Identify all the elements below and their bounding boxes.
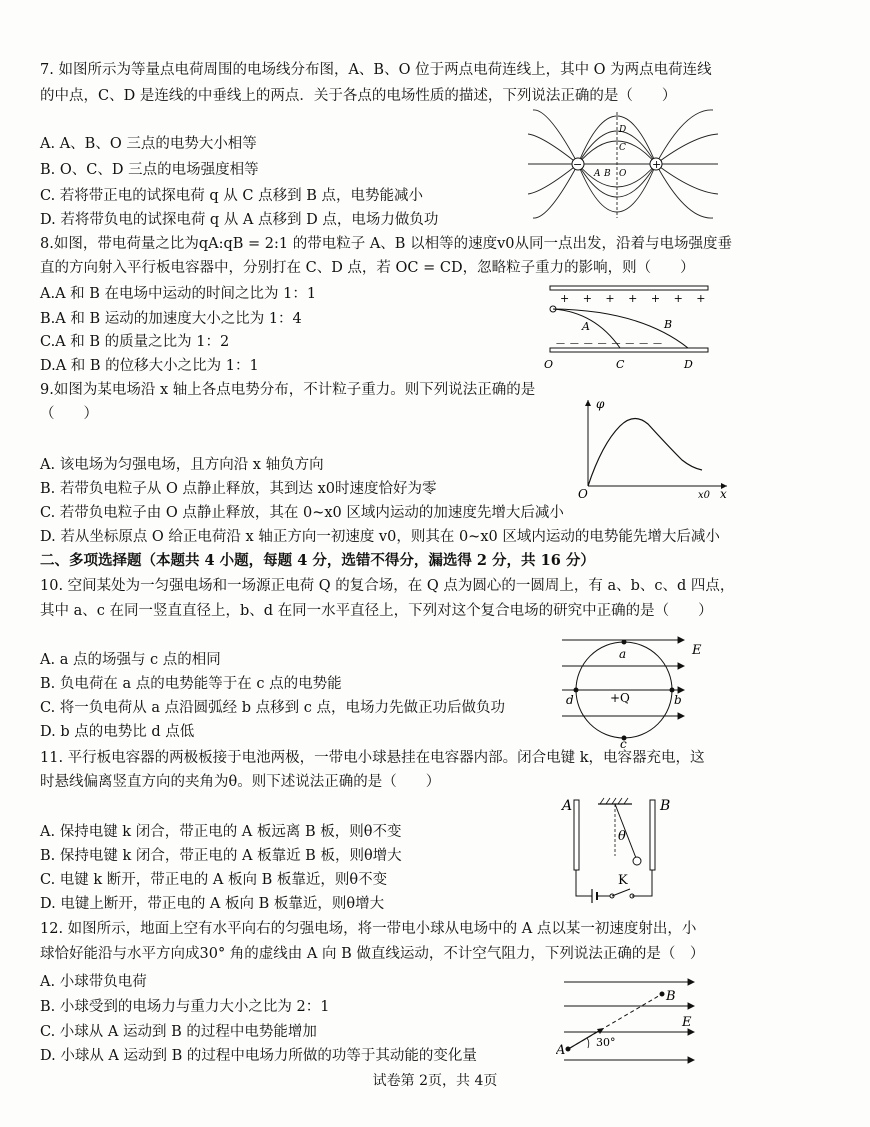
q8-minus-row: — — — — — — — —	[556, 339, 664, 349]
q7-option-d: D. 若将带负电的试探电荷 q 从 A 点移到 D 点，电场力做负功	[40, 212, 439, 228]
q10-d-label: d	[566, 693, 574, 707]
q8-capacitor-figure	[540, 280, 715, 376]
q10-circle-field-figure	[556, 630, 706, 752]
q10-option-d: D. b 点的电势比 d 点低	[40, 724, 195, 740]
q12-option-c: C. 小球从 A 运动到 B 的过程中电势能增加	[40, 1024, 317, 1040]
q7-stem-line1: 7. 如图所示为等量点电荷周围的电场线分布图，A、B、O 位于两点电荷连线上，其中 O 为两点电荷连线	[40, 62, 712, 78]
q12-option-d: D. 小球从 A 运动到 B 的过程中电场力所做的功等于其动能的变化量	[40, 1048, 477, 1064]
q12-option-b: B. 小球受到的电场力与重力大小之比为 2：1	[40, 999, 330, 1015]
q8-option-d: D.A 和 B 的位移大小之比为 1：1	[40, 358, 259, 374]
q8-plus-row: + + + + + + +	[560, 292, 711, 305]
section2-title: 二、多项选择题（本题共 4 小题，每题 4 分，选错不得分，漏选得 2 分，共 16 分）	[40, 552, 595, 569]
q7-plus-label: +	[652, 158, 662, 171]
q8-c-label: C	[616, 358, 625, 371]
q10-stem-line2: 其中 a、c 在同一竖直直径上，b、d 在同一水平直径上，下列对这个复合电场的研究中正确的是（ ）	[40, 603, 713, 619]
q9-option-d: D. 若从坐标原点 O 给正电荷沿 x 轴正方向一初速度 v0，则其在 0~x0 区域内运动的电势能先增大后减小	[40, 529, 720, 545]
q7-a-label: A	[594, 169, 601, 179]
q11-option-a: A. 保持电键 k 闭合，带正电的 A 板远离 B 板，则θ不变	[40, 824, 402, 840]
q12-stem-line1: 12. 如图所示，地面上空有水平向右的匀强电场，将一带电小球从电场中的 A 点以某一初速度射出，小	[40, 921, 697, 937]
q10-a-label: a	[619, 647, 627, 661]
q10-b-label: b	[674, 693, 682, 707]
q7-b-label: B	[604, 169, 611, 179]
q9-option-a: A. 该电场为匀强电场，且方向沿 x 轴负方向	[40, 457, 324, 473]
q9-stem-line2: （ ）	[40, 406, 98, 422]
q9-x0-label: x0	[698, 490, 711, 501]
q12-field-trajectory-figure	[556, 972, 706, 1072]
q11-a-label: A	[562, 798, 573, 814]
q8-option-b: B.A 和 B 运动的加速度大小之比为 1：4	[40, 311, 302, 327]
q11-k-label: K	[618, 873, 628, 888]
q12-b-label: B	[666, 989, 676, 1004]
q10-c-label: c	[620, 737, 627, 748]
q9-o-label: O	[578, 487, 588, 501]
q9-option-c: C. 若带负电粒子由 O 点静止释放，其在 0~x0 区域内运动的加速度先增大后减小	[40, 505, 564, 521]
q10-option-c: C. 将一负电荷从 a 点沿圆弧经 b 点移到 c 点，电场力先做正功后做负功	[40, 700, 505, 716]
q11-theta-label: θ	[618, 829, 626, 844]
q7-option-a: A. A、B、O 三点的电势大小相等	[40, 136, 257, 152]
q11-option-d: D. 电键上断开，带正电的 A 板向 B 板靠近，则θ增大	[40, 896, 385, 912]
q7-o-label: O	[619, 169, 627, 179]
q12-stem-line2: 球恰好能沿与水平方向成30° 角的虚线由 A 向 B 做直线运动，不计空气阻力，下列说法正确的是（ ）	[40, 946, 705, 962]
q11-stem-line1: 11. 平行板电容器的两极板接于电池两极，一带电小球悬挂在电容器内部。闭合电键 k，电容器充电，这	[40, 750, 705, 766]
q7-c-label: C	[619, 143, 626, 153]
q8-o-label: O	[544, 358, 554, 371]
q9-x-label: x	[720, 487, 727, 501]
q12-e-label: E	[682, 1015, 692, 1030]
q9-phi-label: φ	[596, 397, 605, 411]
q8-stem-line1: 8.如图，带电荷量之比为qA:qB = 2:1 的带电粒子 A、B 以相等的速度v0从同一点出发，沿着与电场强度垂	[40, 236, 732, 252]
q8-option-a: A.A 和 B 在电场中运动的时间之比为 1：1	[40, 286, 317, 302]
q11-stem-line2: 时悬线偏离竖直方向的夹角为θ。则下述说法正确的是（ ）	[40, 774, 441, 790]
q10-e-label: E	[692, 643, 702, 658]
q7-field-line-figure	[528, 108, 718, 228]
q7-option-b: B. O、C、D 三点的电场强度相等	[40, 162, 259, 178]
q8-d-label: D	[684, 358, 693, 371]
q8-b-label: B	[664, 318, 673, 331]
q10-q-label: +Q	[610, 691, 630, 705]
q8-option-c: C.A 和 B 的质量之比为 1：2	[40, 334, 230, 350]
q7-minus-label: −	[573, 158, 583, 171]
q9-stem-line1: 9.如图为某电场沿 x 轴上各点电势分布，不计粒子重力。则下列说法正确的是	[40, 382, 536, 398]
q9-potential-graph	[572, 394, 732, 506]
q11-b-label: B	[660, 798, 671, 814]
page-footer: 试卷第 2页，共 4页	[372, 1073, 498, 1089]
q11-option-c: C. 电键 k 断开，带正电的 A 板向 B 板靠近，则θ不变	[40, 872, 388, 888]
q11-capacitor-pendulum-figure	[560, 792, 690, 914]
q9-option-b: B. 若带负电粒子从 O 点静止释放，其到达 x0时速度恰好为零	[40, 481, 437, 497]
q11-option-b: B. 保持电键 k 闭合，带正电的 A 板靠近 B 板，则θ增大	[40, 848, 402, 864]
q7-stem-line2: 的中点，C、D 是连线的中垂线上的两点．关于各点的电场性质的描述，下列说法正确的是（ ）	[40, 88, 677, 104]
q10-option-a: A. a 点的场强与 c 点的相同	[40, 652, 221, 668]
q10-option-b: B. 负电荷在 a 点的电势能等于在 c 点的电势能	[40, 676, 342, 692]
q12-angle-label: 30°	[596, 1036, 616, 1049]
q7-option-c: C. 若将带正电的试探电荷 q 从 C 点移到 B 点，电势能减小	[40, 188, 423, 204]
q12-a-label: A	[556, 1043, 566, 1058]
q8-stem-line2: 直的方向射入平行板电容器中，分别打在 C、D 点，若 OC = CD，忽略粒子重力的影响，则（ ）	[40, 260, 695, 276]
q7-d-label: D	[619, 125, 627, 135]
q8-a-label: A	[582, 320, 590, 333]
q12-option-a: A. 小球带负电荷	[40, 974, 147, 990]
q10-stem-line1: 10. 空间某处为一匀强电场和一场源正电荷 Q 的复合场，在 Q 点为圆心的一圆周上，有 a、b、c、d 四点，	[40, 578, 735, 594]
